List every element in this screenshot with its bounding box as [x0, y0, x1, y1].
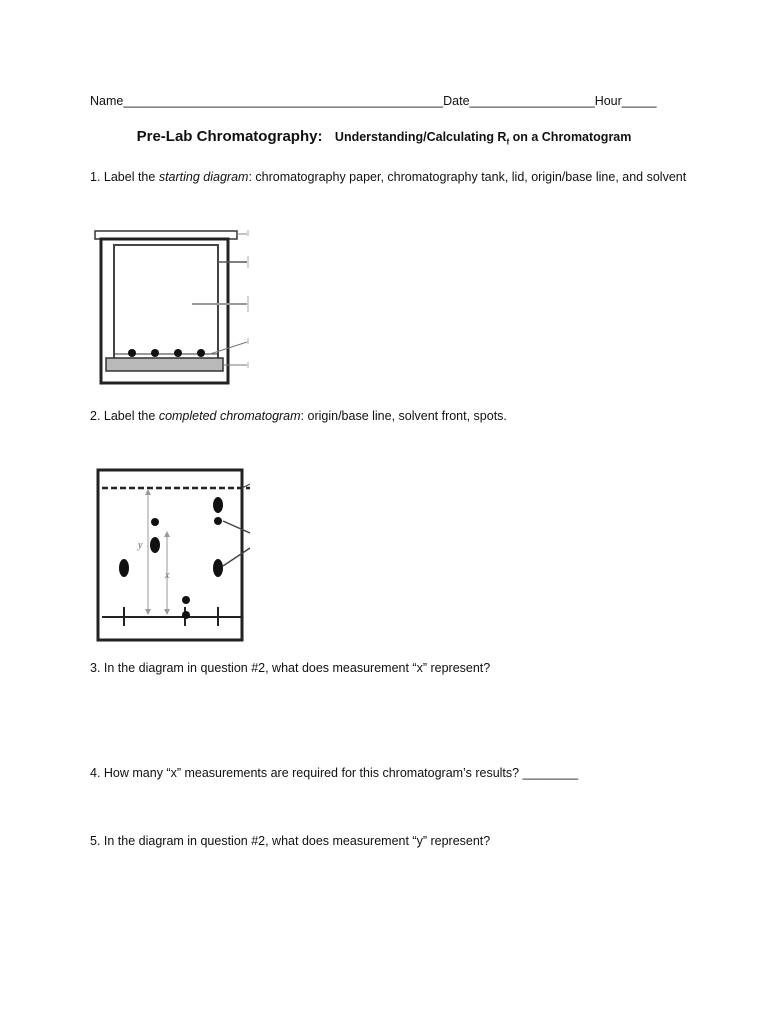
header-line	[90, 94, 657, 108]
label-pointer	[223, 548, 250, 566]
name-label: Name	[90, 94, 124, 108]
origin-spot	[174, 349, 182, 357]
origin-spot	[151, 349, 159, 357]
origin-spot	[197, 349, 205, 357]
name-field[interactable]: ______________________________________________	[123, 94, 444, 108]
date-label: Date	[443, 94, 470, 108]
spot	[182, 611, 190, 619]
hour-field[interactable]: _____	[621, 94, 657, 108]
label-x: x	[165, 570, 170, 581]
label-pointer	[210, 342, 247, 354]
page-title	[0, 128, 768, 147]
hour-label: Hour	[594, 94, 622, 108]
spot	[214, 517, 222, 525]
title-main: Pre-Lab Chromatography:	[136, 128, 323, 145]
tank-lid	[95, 231, 237, 239]
spot	[182, 596, 190, 604]
question-1: 1. Label the starting diagram: chromatography paper, chromatography tank, lid, origin/base line, and solvent	[90, 170, 687, 184]
label-y: y	[138, 540, 143, 551]
solvent	[106, 358, 223, 371]
chromatography-tank	[101, 239, 228, 383]
question-5: 5. In the diagram in question #2, what does measurement “y” represent?	[90, 834, 491, 848]
chromatogram-paper	[98, 470, 242, 640]
question-3: 3. In the diagram in question #2, what does measurement “x” represent?	[90, 661, 491, 675]
spot	[213, 559, 223, 577]
title-subtitle: Understanding/Calculating $R_f$ on a Chromatogram	[334, 130, 632, 147]
date-field[interactable]: __________________	[469, 94, 595, 108]
spot	[119, 559, 129, 577]
question-4: 4. How many “x” measurements are required for this chromatogram’s results? ________	[90, 766, 579, 780]
chromatography-paper	[114, 245, 218, 370]
spot	[150, 537, 160, 553]
label-pointer	[242, 484, 250, 488]
label-pointer	[223, 521, 250, 533]
origin-spot	[128, 349, 136, 357]
question-2: 2. Label the completed chromatogram: origin/base line, solvent front, spots.	[90, 409, 507, 423]
spot	[151, 518, 159, 526]
spot	[213, 497, 223, 513]
